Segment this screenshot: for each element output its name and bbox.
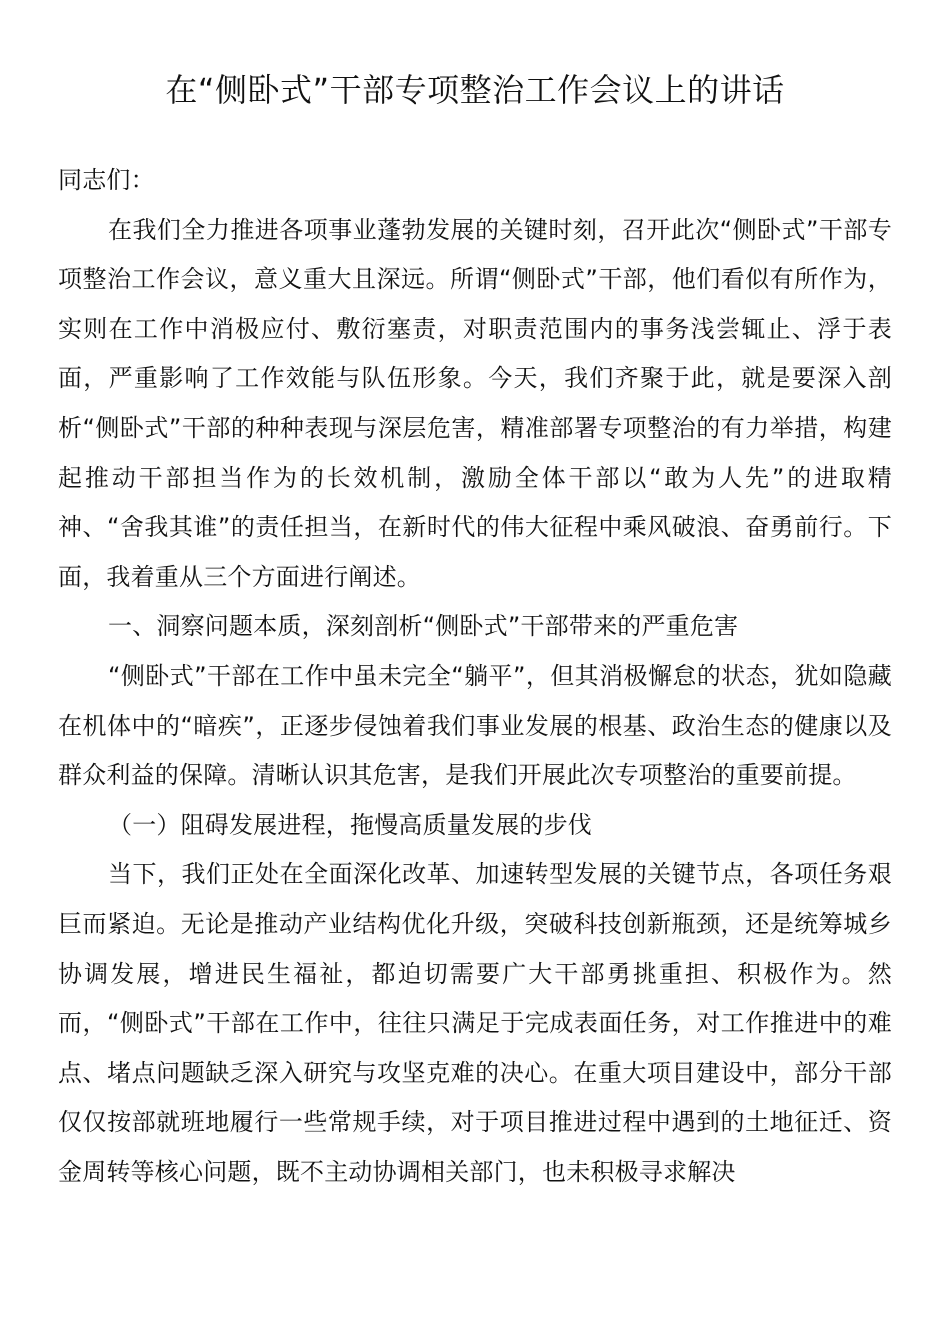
salutation: 同志们： (58, 166, 155, 194)
document-title: 在“侧卧式”干部专项整治工作会议上的讲话 (165, 71, 785, 109)
section-heading-1: 一、洞察问题本质，深刻剖析“侧卧式”干部带来的严重危害 (108, 612, 739, 641)
paragraph-subsection-1: 当下，我们正处在全面深化改革、加速转型发展的关键节点，各项任务艰巨而紧迫。无论是推动产业结构优化升级，突破科技创新瓶颈，还是统筹城乡协调发展，增进民生福祉，都迫切需要广大干部勇挑重担、积极作为。然而，“侧卧式”干部在工作中，往往只满足于完成表面任务，对工作推进中的难点、堵点问题缺乏深入研究与攻坚克难的决心。在重大项目建设中，部分干部仅仅按部就班地履行一些常规手续，对于项目推进过程中遇到的土地征迁、资金周转等核心问题，既不主动协调相关部门，也未积极寻求解决 (58, 860, 892, 1186)
paragraph-section-1-intro: “侧卧式”干部在工作中虽未完全“躺平”，但其消极懈怠的状态，犹如隐藏在机体中的“暗疾”，正逐步侵蚀着我们事业发展的根基、政治生态的健康以及群众利益的保障。清晰认识其危害，是我们开展此次专项整治的重要前提。 (58, 661, 892, 790)
document-body (58, 156, 892, 1197)
paragraph-intro: 在我们全力推进各项事业蓬勃发展的关键时刻，召开此次“侧卧式”干部专项整治工作会议，意义重大且深远。所谓“侧卧式”干部，他们看似有所作为，实则在工作中消极应付、敷衍塞责，对职责范围内的事务浅尝辄止、浮于表面，严重影响了工作效能与队伍形象。今天，我们齐聚于此，就是要深入剖析“侧卧式”干部的种种表现与深层危害，精准部署专项整治的有力举措，构建起推动干部担当作为的长效机制，激励全体干部以“敢为人先”的进取精神、“舍我其谁”的责任担当，在新时代的伟大征程中乘风破浪、奋勇前行。下面，我着重从三个方面进行阐述。 (58, 215, 892, 591)
subsection-heading-1: （一）阻碍发展进程，拖慢高质量发展的步伐 (108, 810, 592, 839)
